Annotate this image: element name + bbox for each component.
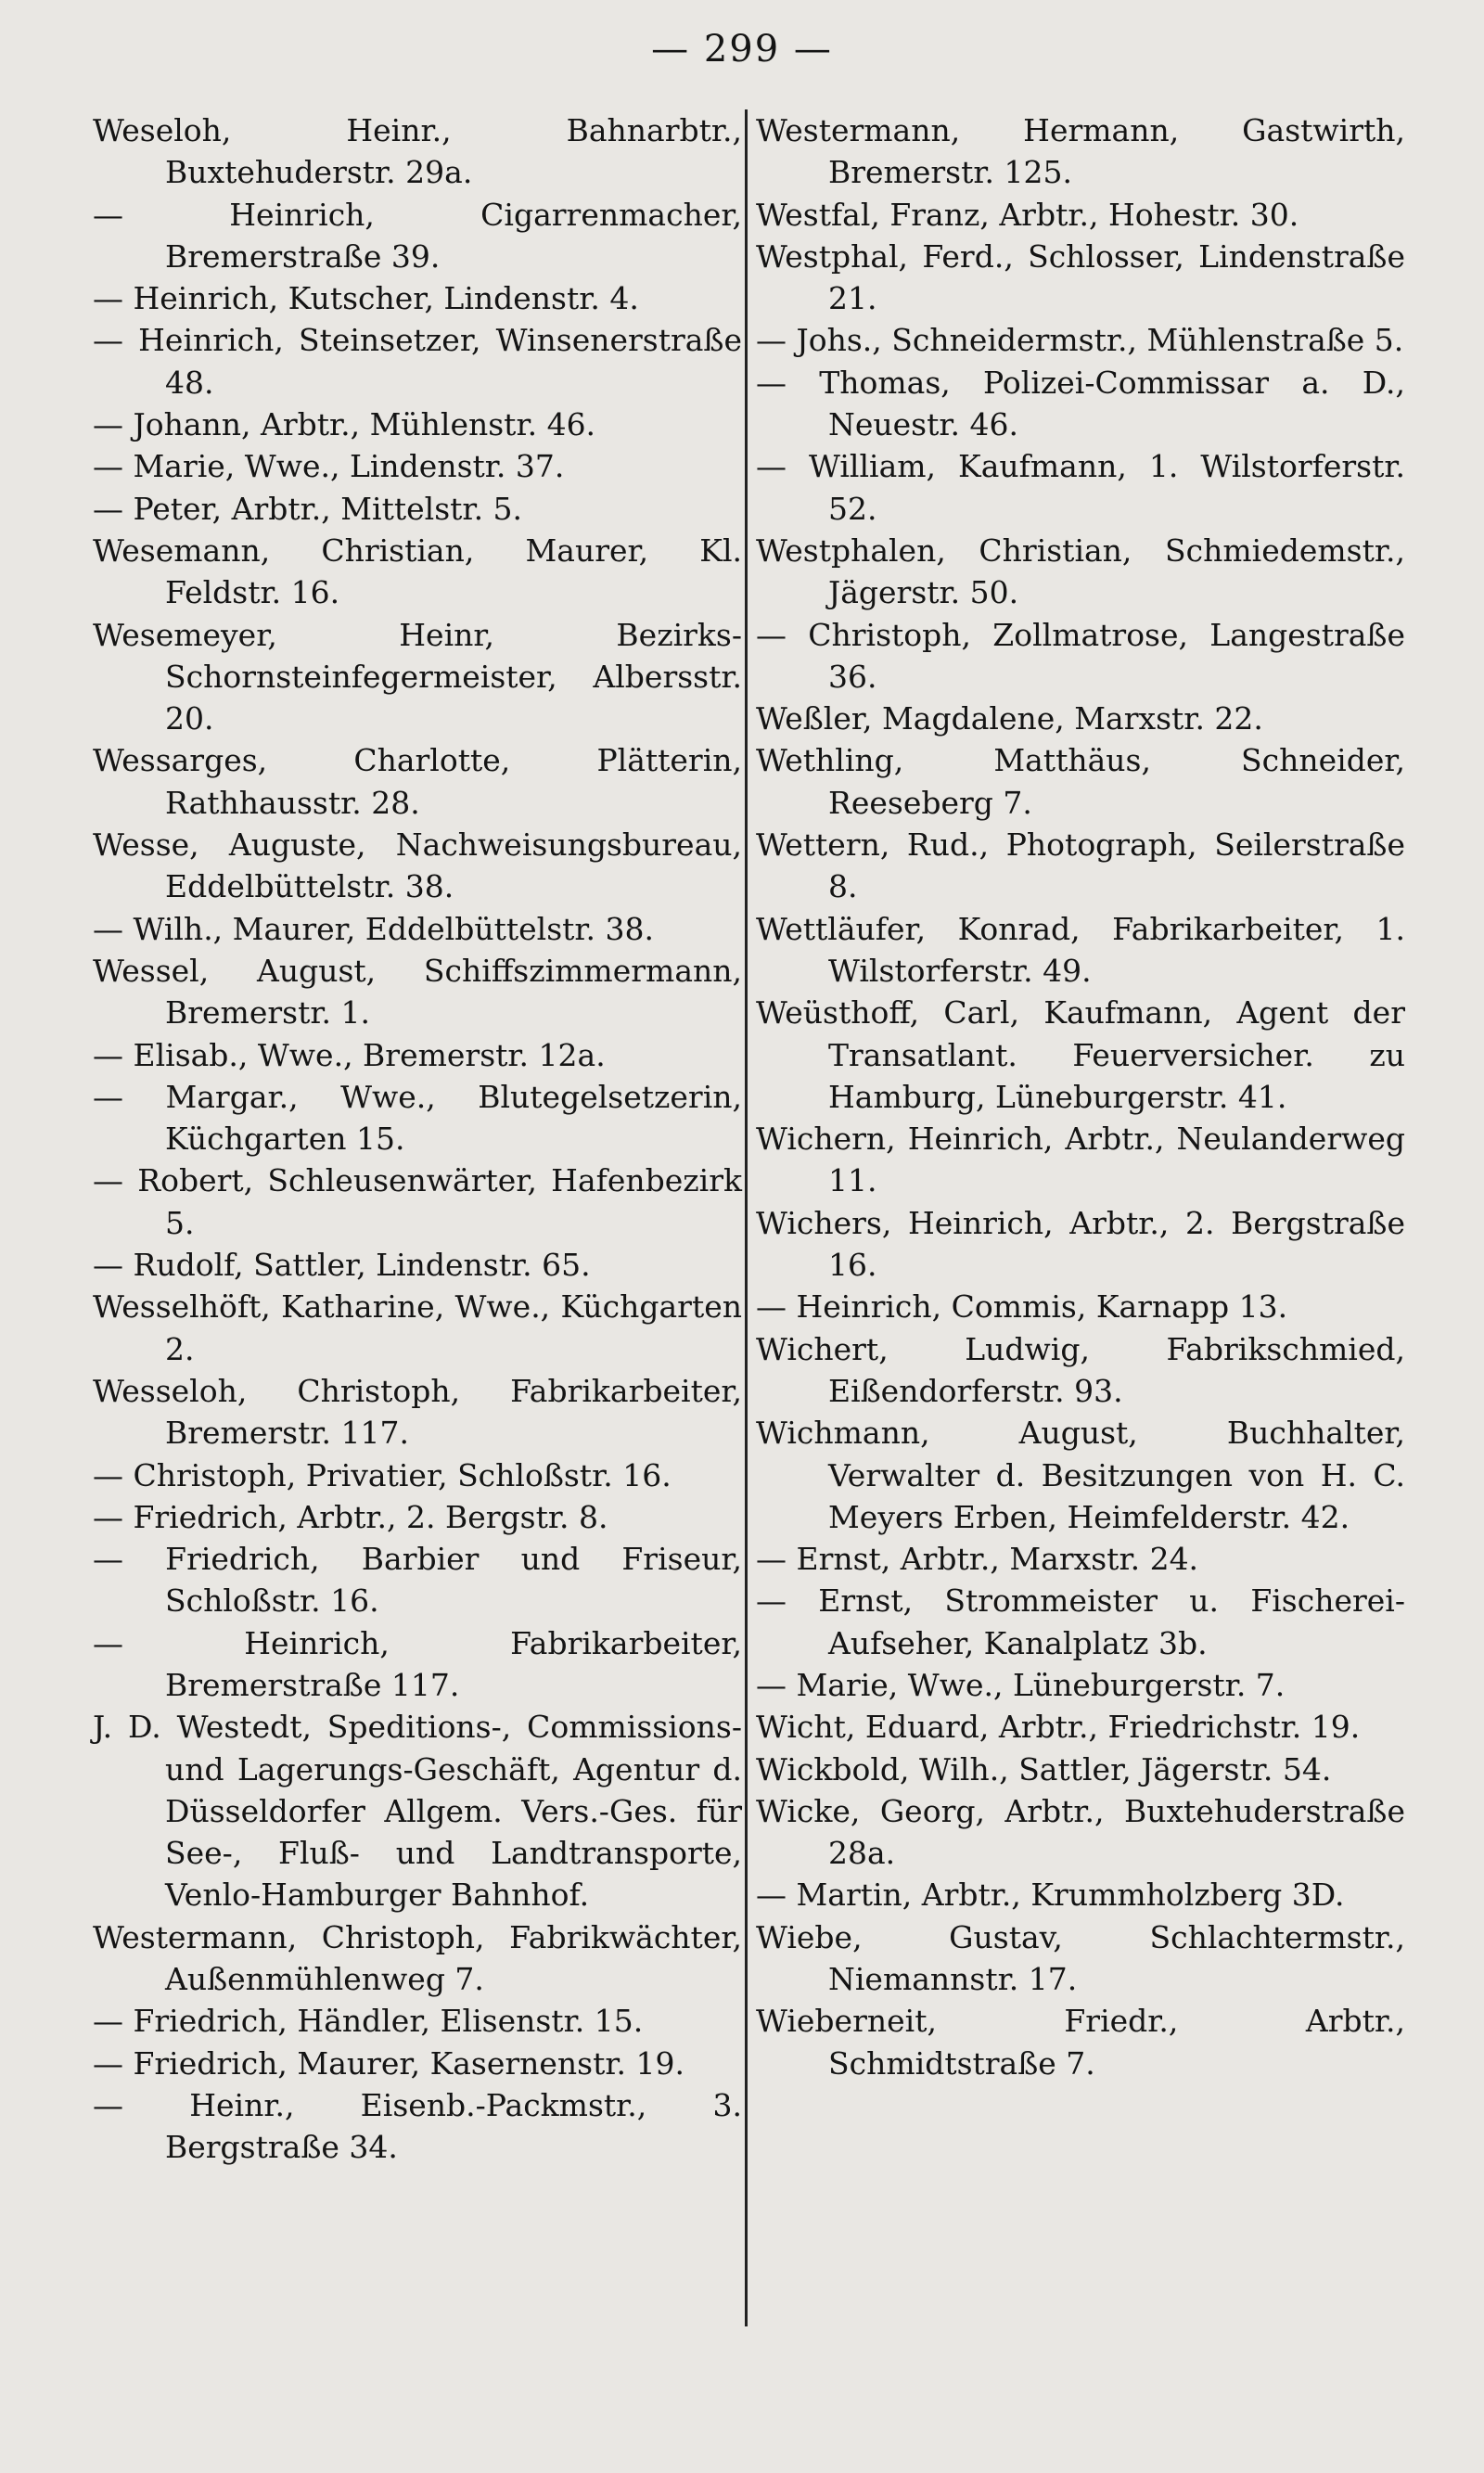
- directory-entry: — Christoph, Zollmatrose, Langestraße 36.: [756, 616, 1405, 695]
- directory-entry: Westermann, Hermann, Gastwirth, Bremerstr. 125.: [756, 112, 1405, 191]
- directory-entry: — Friedrich, Maurer, Kasernenstr. 19.: [93, 2044, 684, 2082]
- directory-entry: Weüsthoff, Carl, Kaufmann, Agent der Transatlant. Feuerversicher. zu Hamburg, Lüneburgerstr. 41.: [756, 994, 1405, 1115]
- directory-entry: — Marie, Wwe., Lüneburgerstr. 7.: [756, 1666, 1286, 1703]
- directory-entry: Wichert, Ludwig, Fabrikschmied, Eißendorferstr. 93.: [756, 1330, 1405, 1409]
- directory-entry: J. D. Westedt, Speditions-, Commissions- und Lagerungs-Geschäft, Agentur d. Düsseldorfer Allgem. Vers.-Ges. für See-, Fluß- und Landtransporte, Venlo-Hamburger Bahnhof.: [93, 1709, 742, 1914]
- directory-entry: Wesse, Auguste, Nachweisungsbureau, Eddelbüttelstr. 38.: [93, 826, 742, 905]
- directory-entry: — Martin, Arbtr., Krummholzberg 3D.: [756, 1877, 1345, 1914]
- directory-entry: Wicht, Eduard, Arbtr., Friedrichstr. 19.: [756, 1709, 1361, 1746]
- directory-entry: — Heinrich, Steinsetzer, Winsenerstraße 48.: [93, 322, 742, 401]
- directory-entry: — Wilh., Maurer, Eddelbüttelstr. 38.: [93, 910, 655, 947]
- right-column: [756, 109, 1405, 2084]
- directory-entry: Wesselhöft, Katharine, Wwe., Küchgarten 2.: [93, 1288, 742, 1367]
- directory-entry: — Rudolf, Sattler, Lindenstr. 65.: [93, 1247, 591, 1284]
- directory-entry: — Robert, Schleusenwärter, Hafenbezirk 5.: [93, 1162, 742, 1241]
- directory-entry: — Marie, Wwe., Lindenstr. 37.: [93, 448, 565, 485]
- directory-entry: — Ernst, Arbtr., Marxstr. 24.: [756, 1541, 1199, 1578]
- directory-entry: — Elisab., Wwe., Bremerstr. 12a.: [93, 1036, 606, 1073]
- directory-entry: Wettläufer, Konrad, Fabrikarbeiter, 1. Wilstorferstr. 49.: [756, 910, 1405, 989]
- column-divider: [745, 109, 748, 2326]
- directory-entry: — William, Kaufmann, 1. Wilstorferstr. 52.: [756, 448, 1405, 527]
- directory-entry: Weßler, Magdalene, Marxstr. 22.: [756, 700, 1263, 737]
- directory-entry: — Johann, Arbtr., Mühlenstr. 46.: [93, 406, 596, 443]
- directory-entry: — Heinrich, Fabrikarbeiter, Bremerstraße 117.: [93, 1624, 742, 1703]
- directory-entry: Westphalen, Christian, Schmiedemstr., Jägerstr. 50.: [756, 532, 1405, 611]
- directory-entry: — Heinrich, Commis, Karnapp 13.: [756, 1288, 1288, 1326]
- directory-entry: Wichers, Heinrich, Arbtr., 2. Bergstraße 16.: [756, 1204, 1405, 1284]
- directory-entry: Wieberneit, Friedr., Arbtr., Schmidtstraße 7.: [756, 2003, 1405, 2082]
- directory-entry: — Heinrich, Cigarrenmacher, Bremerstraße 39.: [93, 196, 742, 275]
- directory-entry: Wiebe, Gustav, Schlachtermstr., Niemannstr. 17.: [756, 1918, 1405, 1998]
- directory-entry: — Johs., Schneidermstr., Mühlenstraße 5.: [756, 322, 1404, 359]
- directory-entry: — Heinrich, Kutscher, Lindenstr. 4.: [93, 280, 639, 317]
- directory-entry: Wickbold, Wilh., Sattler, Jägerstr. 54.: [756, 1750, 1332, 1787]
- directory-entry: Wesemann, Christian, Maurer, Kl. Feldstr. 16.: [93, 532, 742, 611]
- directory-entry: Wichmann, August, Buchhalter, Verwalter d. Besitzungen von H. C. Meyers Erben, Heimfelderstr. 42.: [756, 1415, 1405, 1535]
- directory-entry: — Margar., Wwe., Blutegelsetzerin, Küchgarten 15.: [93, 1078, 742, 1158]
- directory-entry: Wethling, Matthäus, Schneider, Reeseberg 7.: [756, 742, 1405, 821]
- directory-entry: — Christoph, Privatier, Schloßstr. 16.: [93, 1456, 672, 1493]
- directory-entry: Westermann, Christoph, Fabrikwächter, Außenmühlenweg 7.: [93, 1918, 742, 1998]
- directory-entry: Westfal, Franz, Arbtr., Hohestr. 30.: [756, 196, 1299, 233]
- directory-entry: — Heinr., Eisenb.-Packmstr., 3. Bergstraße 34.: [93, 2086, 742, 2166]
- directory-entry: Wichern, Heinrich, Arbtr., Neulanderweg 11.: [756, 1121, 1405, 1199]
- directory-entry: — Friedrich, Händler, Elisenstr. 15.: [93, 2003, 644, 2040]
- directory-entry: — Thomas, Polizei-Commissar a. D., Neuestr. 46.: [756, 364, 1405, 443]
- directory-entry: — Peter, Arbtr., Mittelstr. 5.: [93, 490, 523, 527]
- directory-entry: Wessel, August, Schiffszimmermann, Bremerstr. 1.: [93, 952, 742, 1031]
- left-column: [93, 109, 742, 2169]
- directory-entry: — Friedrich, Barbier und Friseur, Schloßstr. 16.: [93, 1541, 742, 1620]
- directory-entry: Weseloh, Heinr., Bahnarbtr., Buxtehuderstr. 29a.: [93, 112, 742, 191]
- directory-entry: — Ernst, Strommeister u. Fischerei-Aufseher, Kanalplatz 3b.: [756, 1582, 1405, 1661]
- directory-entry: — Friedrich, Arbtr., 2. Bergstr. 8.: [93, 1498, 608, 1535]
- directory-entry: Westphal, Ferd., Schlosser, Lindenstraße 21.: [756, 237, 1405, 317]
- directory-entry: Wesseloh, Christoph, Fabrikarbeiter, Bremerstr. 117.: [93, 1372, 742, 1452]
- directory-entry: Wesemeyer, Heinr, Bezirks-Schornsteinfegermeister, Albersstr. 20.: [93, 616, 742, 737]
- directory-entry: Wicke, Georg, Arbtr., Buxtehuderstraße 28a.: [756, 1792, 1405, 1872]
- directory-entry: Wettern, Rud., Photograph, Seilerstraße 8.: [756, 826, 1405, 905]
- page-number: — 299 —: [651, 28, 833, 70]
- directory-entry: Wessarges, Charlotte, Plätterin, Rathhausstr. 28.: [93, 742, 742, 821]
